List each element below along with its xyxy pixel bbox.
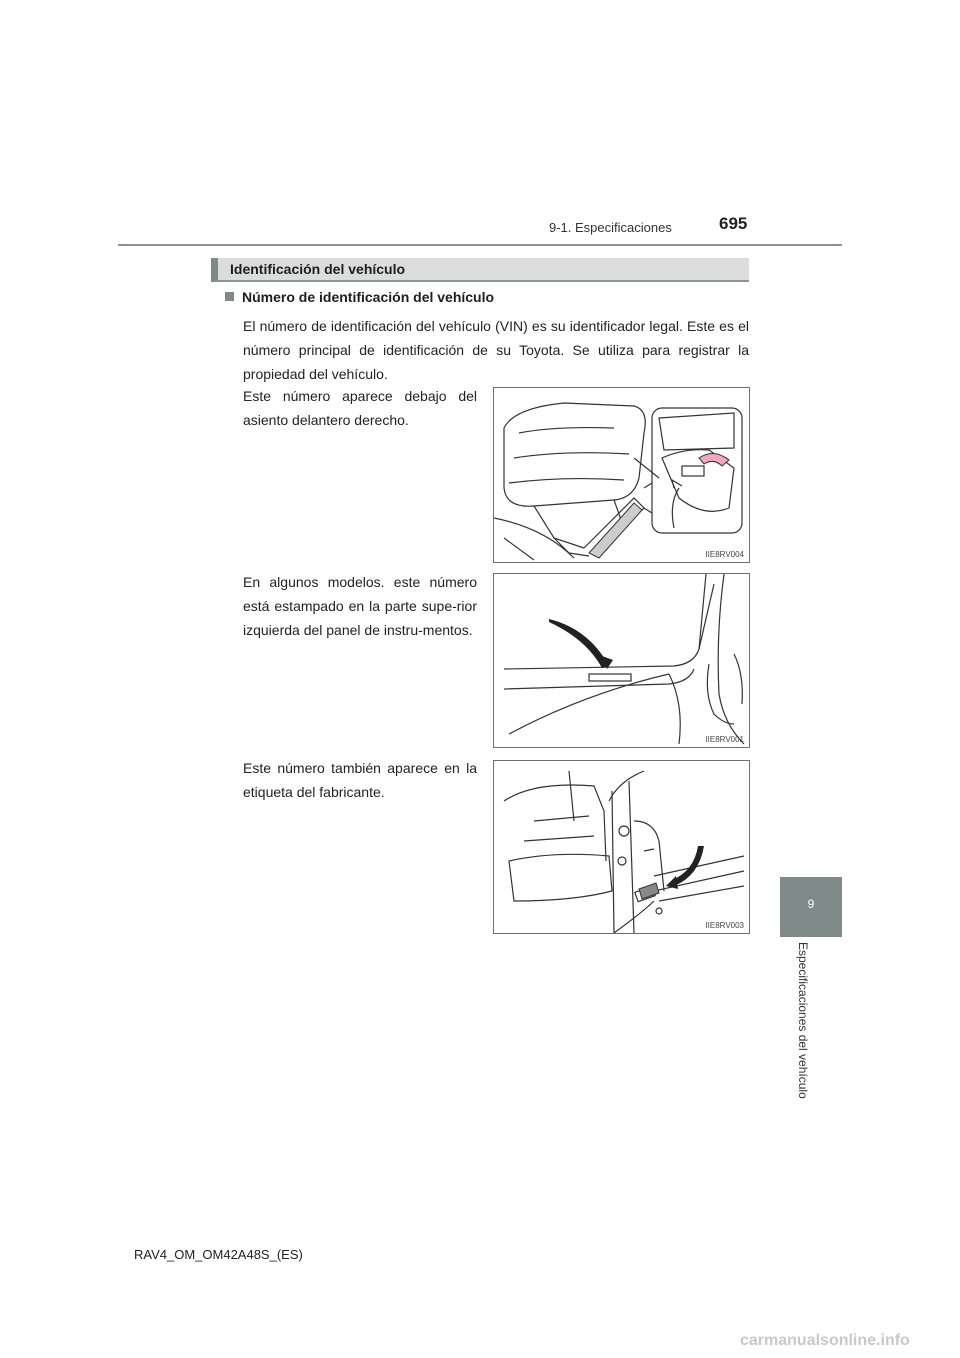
chapter-tab (780, 877, 842, 937)
figure-seat (493, 387, 750, 563)
section-title: Identificación del vehículo (230, 261, 406, 277)
figure-code: IIE8RV004 (705, 550, 744, 559)
figure-dashboard (493, 573, 750, 748)
page-number: 695 (719, 214, 748, 233)
header-divider (118, 244, 842, 246)
intro-paragraph: El número de identificación del vehículo (VIN) es su identificador legal. Este es el número principal de identificación de su Toyota. Se utiliza para registrar la propiedad del vehículo. (243, 318, 749, 382)
watermark: carmanualsonline.info (740, 1332, 910, 1349)
door-label-illustration (494, 761, 749, 933)
manual-id: RAV4_OM_OM42A48S_(ES) (134, 1247, 303, 1262)
section-title-bar (211, 258, 749, 282)
figure-code: IIE8RV001 (705, 735, 744, 744)
figure-code: IIE8RV003 (705, 921, 744, 930)
square-bullet-icon (225, 292, 234, 301)
item-text-dashboard: En algunos modelos. este número está estampado en la parte supe-rior izquierda del panel de instru-mentos. (243, 574, 477, 638)
item-text-label: Este número también aparece en la etiqueta del fabricante. (243, 760, 477, 800)
seat-illustration (494, 388, 749, 562)
header-section-title: 9-1. Especificaciones (549, 220, 672, 235)
chapter-title: Especificaciones del vehículo (796, 942, 810, 1099)
item-text-seat: Este número aparece debajo del asiento delantero derecho. (243, 388, 477, 428)
chapter-number: 9 (807, 897, 815, 911)
figure-door-label (493, 760, 750, 934)
subheading (225, 289, 494, 305)
dashboard-illustration (494, 574, 749, 747)
subheading-text: Número de identificación del vehículo (242, 289, 495, 305)
